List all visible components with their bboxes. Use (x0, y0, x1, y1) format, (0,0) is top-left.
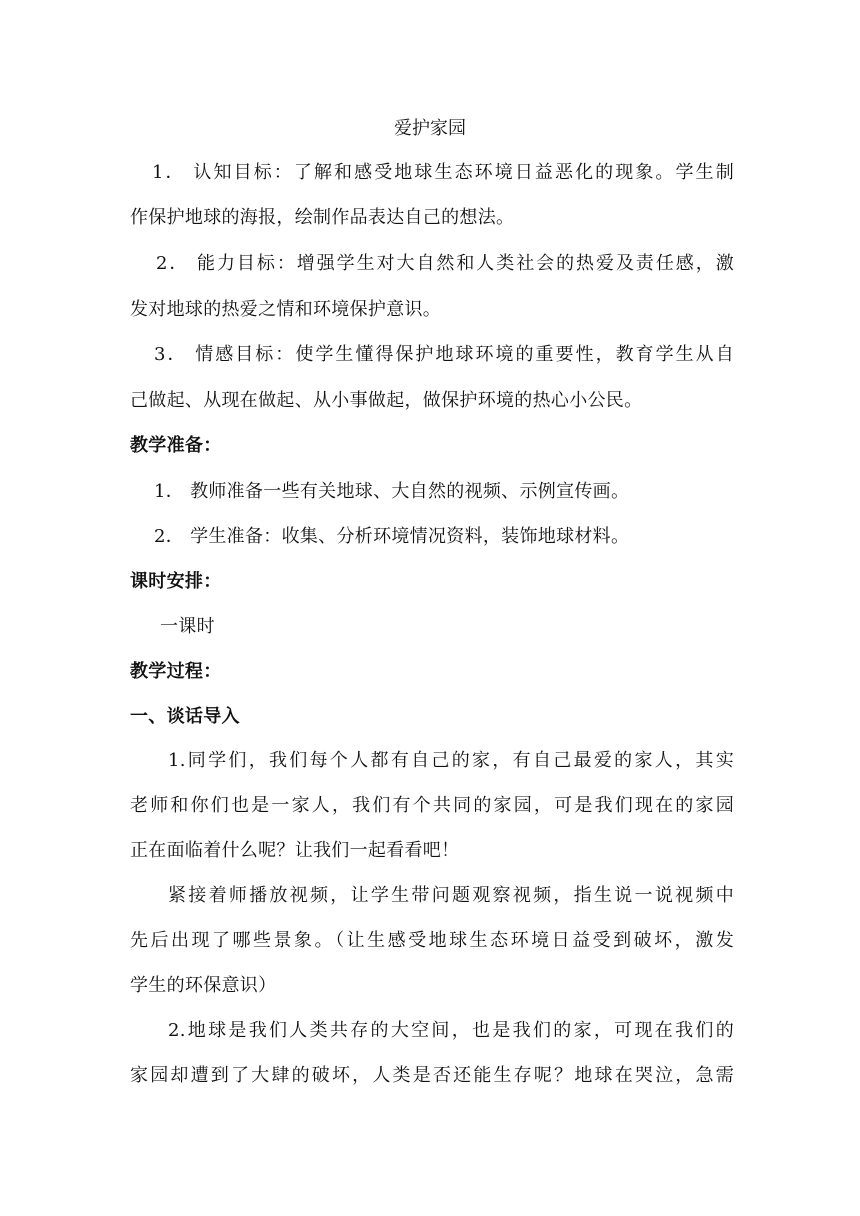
para-2-line-1: 紧接着师播放视频，让学生带问题观察视频，指生说一说视频中 (168, 885, 734, 906)
objective-2-line-1: 2． 能力目标：增强学生对大自然和人类社会的热爱及责任感，激 (156, 253, 734, 274)
preparation-heading: 教学准备： (130, 435, 222, 456)
para-3-line-2: 家园却遭到了大肆的破坏，人类是否还能生存呢？地球在哭泣，急需 (130, 1065, 734, 1086)
preparation-item-2: 2． 学生准备：收集、分析环境情况资料，装饰地球材料。 (154, 526, 630, 547)
preparation-item-1: 1． 教师准备一些有关地球、大自然的视频、示例宣传画。 (154, 481, 630, 502)
para-2-line-3: 学生的环保意识） (130, 975, 277, 996)
schedule-text: 一课时 (160, 616, 215, 637)
para-3-line-1: 2.地球是我们人类共存的大空间，也是我们的家，可现在我们的 (168, 1020, 734, 1041)
objective-1-line-2: 作保护地球的海报，绘制作品表达自己的想法。 (130, 207, 515, 228)
objective-3-line-1: 3． 情感目标：使学生懂得保护地球环境的重要性，教育学生从自 (154, 344, 734, 365)
para-1-line-3: 正在面临着什么呢？让我们一起看看吧！ (130, 840, 460, 861)
schedule-heading: 课时安排： (130, 571, 222, 592)
para-1-line-2: 老师和你们也是一家人，我们有个共同的家园，可是我们现在的家园 (130, 795, 734, 816)
process-heading: 教学过程： (130, 661, 222, 682)
objective-2-line-2: 发对地球的热爱之情和环境保护意识。 (130, 299, 442, 320)
objective-3-line-2: 己做起、从现在做起、从小事做起，做保护环境的热心小公民。 (130, 390, 643, 411)
section-1-heading: 一、谈话导入 (130, 706, 240, 727)
objective-1-line-1: 1． 认知目标：了解和感受地球生态环境日益恶化的现象。学生制 (152, 162, 734, 183)
para-1-line-1: 1.同学们，我们每个人都有自己的家，有自己最爱的家人，其实 (168, 750, 734, 771)
para-2-line-2: 先后出现了哪些景象。（让生感受地球生态环境日益受到破坏，激发 (130, 930, 734, 951)
document-title: 爱护家园 (394, 118, 466, 139)
